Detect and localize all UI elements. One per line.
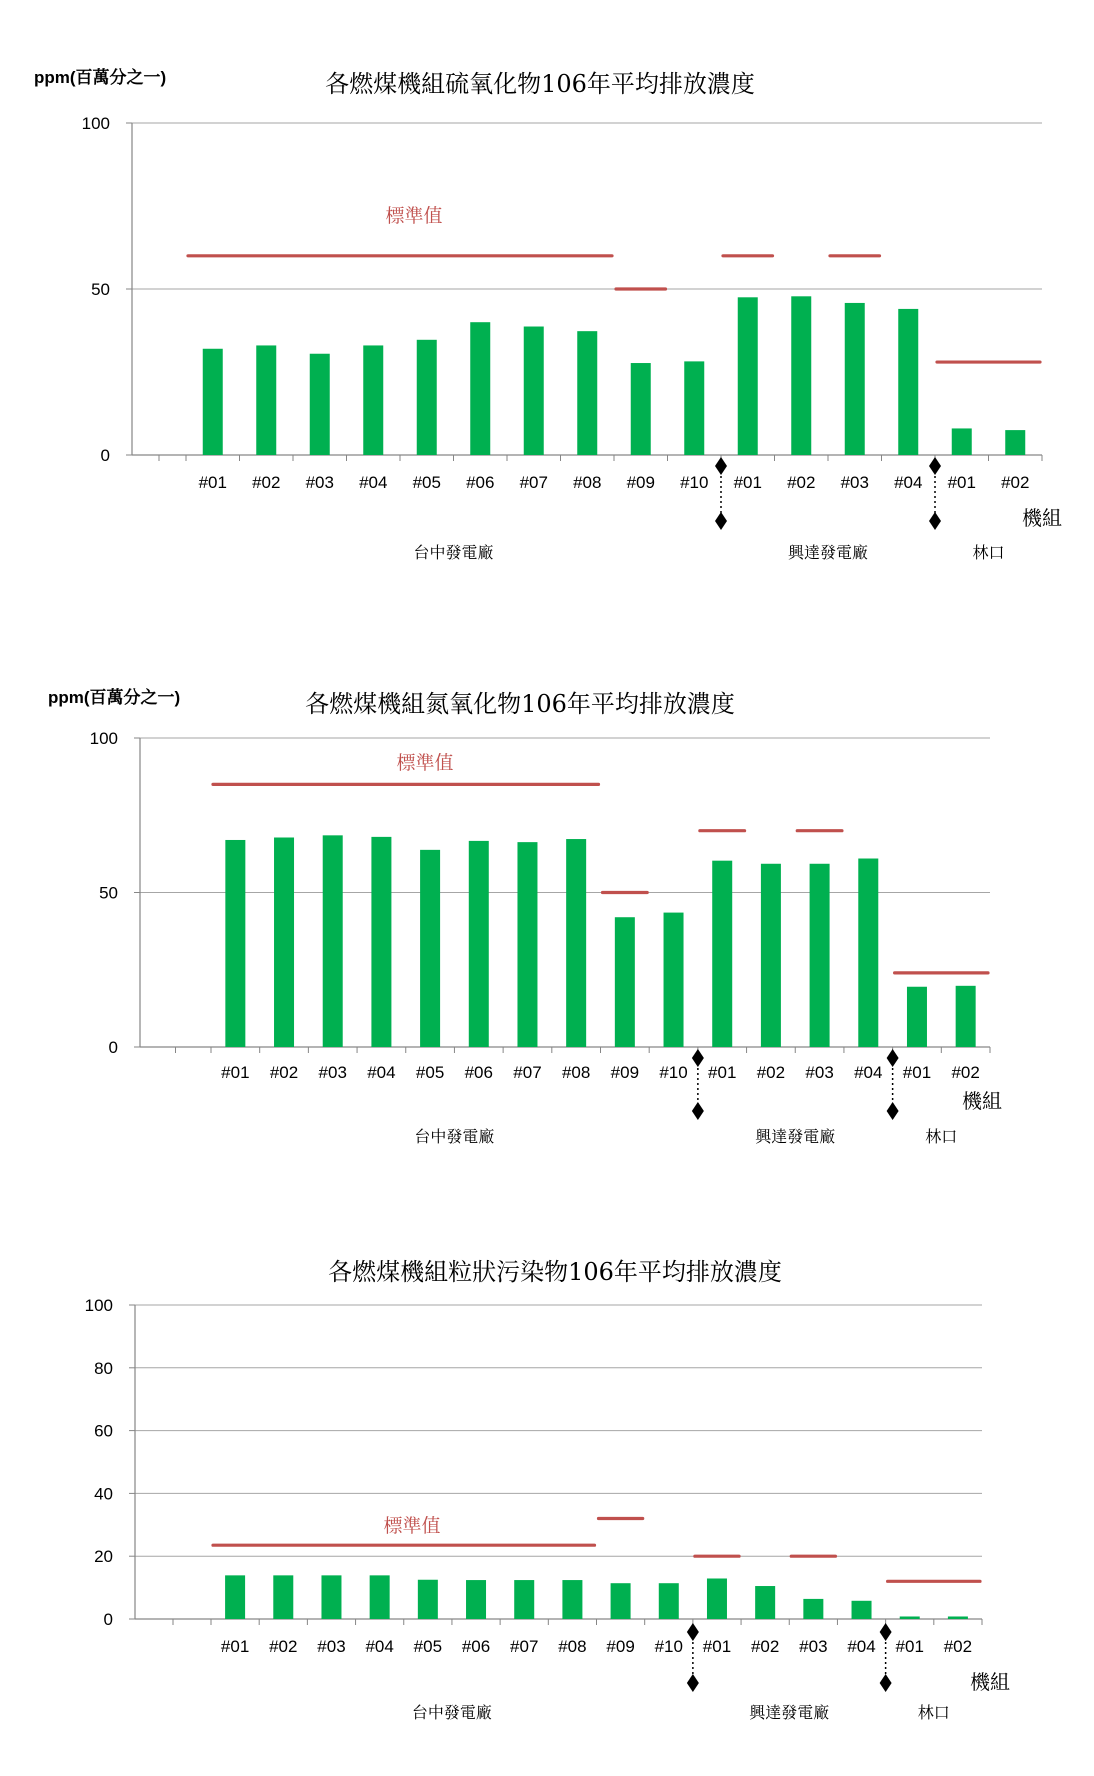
- sox-group-label: 台中發電廠: [413, 543, 494, 562]
- sox-bar: [952, 428, 972, 455]
- pm-category-label: #01: [220, 1637, 250, 1656]
- nox-bar: [469, 841, 489, 1047]
- pm-y-tick-label: 40: [94, 1484, 113, 1504]
- nox-category-label: #01: [902, 1063, 932, 1082]
- nox-bar: [566, 839, 586, 1047]
- pm-chart: [0, 1200, 1094, 1776]
- pm-y-tick-label: 0: [103, 1610, 113, 1629]
- nox-y-tick-label: 100: [89, 729, 118, 748]
- nox-category-label: #07: [513, 1063, 542, 1082]
- pm-category-label: #06: [461, 1637, 491, 1656]
- nox-y-tick-label: 50: [99, 883, 118, 903]
- nox-category-label: #02: [756, 1063, 786, 1082]
- nox-bar: [420, 850, 440, 1047]
- pm-bar: [466, 1580, 486, 1619]
- sox-separator-diamond: [715, 512, 727, 530]
- nox-category-label: #05: [415, 1063, 445, 1082]
- nox-chart: [0, 620, 1094, 1180]
- nox-bar: [810, 864, 830, 1047]
- nox-category-label: #10: [659, 1063, 688, 1082]
- nox-separator-diamond: [692, 1049, 704, 1067]
- sox-category-label: #03: [840, 473, 869, 492]
- sox-separator-diamond: [715, 457, 727, 475]
- nox-bar: [956, 986, 976, 1047]
- pm-y-tick-label: 60: [94, 1421, 113, 1441]
- sox-bar: [256, 345, 276, 455]
- pm-category-label: #10: [654, 1637, 683, 1656]
- nox-bar: [517, 842, 537, 1047]
- nox-category-label: #04: [367, 1063, 396, 1082]
- pm-bar: [370, 1575, 390, 1619]
- sox-category-label: #04: [359, 473, 388, 492]
- pm-separator-diamond: [880, 1674, 892, 1692]
- sox-category-label: #05: [412, 473, 441, 492]
- nox-category-label: #09: [610, 1063, 640, 1082]
- pm-category-label: #05: [413, 1637, 443, 1656]
- pm-chart-title: 各燃煤機組粒狀污染物106年平均排放濃度: [328, 1258, 782, 1286]
- sox-y-tick-label: 0: [100, 446, 110, 465]
- sox-bar: [738, 297, 758, 455]
- sox-chart-svg: [0, 0, 1094, 600]
- sox-category-label: #08: [573, 473, 602, 492]
- sox-category-label: #09: [626, 473, 655, 492]
- sox-category-label: #04: [894, 473, 923, 492]
- pm-bar: [418, 1580, 438, 1619]
- nox-x-axis-label: 機組: [962, 1089, 1002, 1113]
- sox-chart-title: 各燃煤機組硫氧化物106年平均排放濃度: [325, 70, 755, 98]
- nox-group-label: 台中發電廠: [414, 1127, 495, 1146]
- pm-bar: [707, 1578, 727, 1619]
- pm-group-label: 林口: [917, 1703, 950, 1722]
- pm-x-axis-label: 機組: [970, 1670, 1010, 1694]
- pm-y-tick-label: 100: [84, 1296, 113, 1315]
- pm-y-tick-label: 80: [94, 1358, 113, 1378]
- sox-chart: [0, 0, 1094, 600]
- pm-bar: [321, 1575, 341, 1619]
- sox-group-label: 興達發電廠: [787, 543, 869, 562]
- nox-chart-title: 各燃煤機組氮氧化物106年平均排放濃度: [305, 690, 735, 718]
- pm-category-label: #02: [750, 1637, 780, 1656]
- nox-category-label: #03: [805, 1063, 834, 1082]
- pm-group-label: 興達發電廠: [749, 1703, 830, 1722]
- nox-standard-label: 標準值: [396, 752, 454, 774]
- pm-category-label: #08: [558, 1637, 587, 1656]
- sox-bar: [898, 309, 918, 455]
- sox-unit-label: ppm(百萬分之一): [34, 68, 167, 87]
- nox-bar: [858, 859, 878, 1047]
- sox-category-label: #02: [252, 473, 281, 492]
- pm-category-label: #02: [269, 1637, 298, 1656]
- nox-category-label: #04: [854, 1063, 883, 1082]
- sox-category-label: #06: [466, 473, 495, 492]
- nox-group-label: 林口: [925, 1127, 958, 1146]
- sox-bar: [631, 363, 651, 455]
- pm-category-label: #07: [510, 1637, 539, 1656]
- sox-separator-diamond: [929, 457, 941, 475]
- pm-chart-svg: [0, 1200, 1094, 1776]
- nox-category-label: #01: [221, 1063, 250, 1082]
- pm-separator-diamond: [880, 1623, 892, 1641]
- sox-standard-label: 標準值: [385, 205, 443, 227]
- nox-separator-diamond: [887, 1102, 899, 1120]
- pm-category-label: #04: [847, 1637, 876, 1656]
- nox-unit-label: ppm(百萬分之一): [48, 688, 181, 707]
- pm-category-label: #01: [702, 1637, 732, 1656]
- nox-category-label: #06: [464, 1063, 493, 1082]
- pm-bar: [900, 1616, 920, 1619]
- pm-category-label: #02: [943, 1637, 973, 1656]
- pm-bar: [803, 1599, 823, 1619]
- sox-bar: [524, 327, 544, 455]
- sox-category-label: #01: [733, 473, 762, 492]
- pm-bar: [562, 1580, 582, 1619]
- nox-bar: [615, 917, 635, 1047]
- nox-separator-diamond: [887, 1049, 899, 1067]
- pm-bar: [659, 1583, 679, 1619]
- sox-category-label: #01: [947, 473, 976, 492]
- pm-bar: [755, 1586, 775, 1619]
- sox-bar: [684, 361, 704, 455]
- sox-category-label: #01: [198, 473, 227, 492]
- pm-category-label: #01: [895, 1637, 924, 1656]
- sox-category-label: #03: [305, 473, 334, 492]
- pm-bar: [852, 1601, 872, 1619]
- pm-category-label: #03: [799, 1637, 828, 1656]
- nox-bar: [712, 861, 732, 1047]
- nox-bar: [323, 835, 343, 1047]
- sox-bar: [470, 322, 490, 455]
- nox-group-label: 興達發電廠: [755, 1127, 836, 1146]
- nox-bar: [225, 840, 245, 1047]
- sox-bar: [1005, 430, 1025, 455]
- nox-bar: [907, 987, 927, 1047]
- sox-separator-diamond: [929, 512, 941, 530]
- sox-y-tick-label: 50: [91, 280, 110, 299]
- pm-category-label: #09: [606, 1637, 635, 1656]
- pm-bar: [514, 1580, 534, 1619]
- pm-category-label: #04: [365, 1637, 394, 1656]
- sox-bar: [203, 349, 223, 455]
- nox-category-label: #08: [561, 1063, 591, 1082]
- sox-category-label: #07: [519, 473, 548, 492]
- pm-separator-diamond: [687, 1623, 699, 1641]
- sox-bar: [845, 303, 865, 455]
- sox-bar: [363, 345, 383, 455]
- nox-category-label: #02: [269, 1063, 299, 1082]
- pm-y-tick-label: 20: [94, 1547, 113, 1567]
- nox-category-label: #02: [951, 1063, 980, 1082]
- nox-y-tick-label: 0: [108, 1038, 118, 1057]
- pm-standard-label: 標準值: [383, 1515, 441, 1537]
- pm-bar: [225, 1575, 245, 1619]
- nox-category-label: #01: [708, 1063, 737, 1082]
- sox-bar: [310, 354, 330, 455]
- nox-bar: [761, 864, 781, 1047]
- sox-bar: [417, 340, 437, 455]
- nox-category-label: #03: [318, 1063, 347, 1082]
- nox-bar: [274, 837, 294, 1047]
- nox-bar: [664, 913, 684, 1047]
- pm-category-label: #03: [317, 1637, 346, 1656]
- sox-category-label: #02: [1001, 473, 1030, 492]
- pm-bar: [948, 1616, 968, 1619]
- pm-group-label: 台中發電廠: [411, 1703, 492, 1722]
- nox-separator-diamond: [692, 1102, 704, 1120]
- sox-group-label: 林口: [972, 543, 1005, 562]
- pm-bar: [611, 1583, 631, 1619]
- nox-bar: [371, 837, 391, 1047]
- sox-x-axis-label: 機組: [1022, 506, 1062, 530]
- pm-bar: [273, 1575, 293, 1619]
- sox-bar: [577, 331, 597, 455]
- sox-category-label: #02: [787, 473, 816, 492]
- sox-bar: [791, 296, 811, 455]
- pm-separator-diamond: [687, 1674, 699, 1692]
- sox-y-tick-label: 100: [81, 114, 110, 133]
- nox-chart-svg: [0, 620, 1094, 1180]
- sox-category-label: #10: [680, 473, 709, 492]
